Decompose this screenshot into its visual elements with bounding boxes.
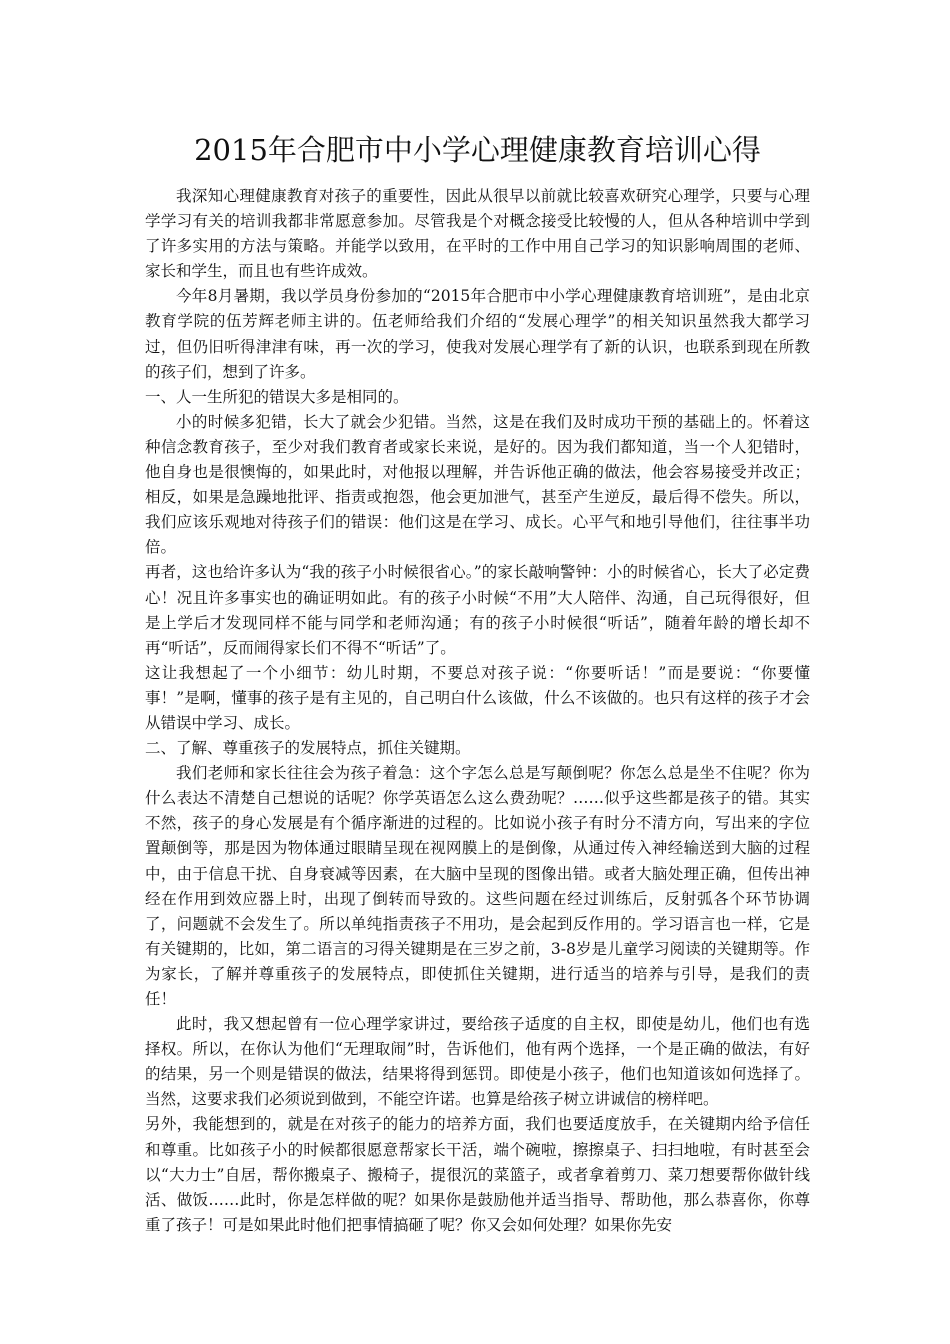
paragraph-line: 这让我想起了一个小细节：幼儿时期，不要总对孩子说：“你要听话！”而是要说：“你要懂事！”是啊，懂事的孩子是有主见的，自己明白什么该做，什么不该做的。也只有这样的孩子才会从错误中学习、成长。 [145,663,810,732]
paragraph-line: 二、了解、尊重孩子的发展特点，抓住关键期。 [145,739,471,758]
body-paragraph: 我们老师和家长往往会为孩子着急：这个字怎么总是写颠倒呢？你怎么总是坐不住呢？你为什么表达不清楚自己想说的话呢？你学英语怎么这么费劲呢？……似乎这些都是孩子的错。其实不然，孩子的身心发展是有个循序渐进的过程的。比如说小孩子有时分不清方向，写出来的字位置颠倒等，那是因为物体通过眼睛呈现在视网膜上的是倒像，从通过传入神经输送到大脑的过程中，由于信息干扰、自身衰减等因素，在大脑中呈现的图像出错。或者大脑处理正确，但传出神经在作用到效应器上时，出现了倒转而导致的。这些问题在经过训练后，反射弧各个环节协调了，问题就不会发生了。所以单纯指责孩子不用功，是会起到反作用的。学习语言也一样，它是有关键期的，比如，第二语言的习得关键期是在三岁之前，3-8岁是儿童学习阅读的关键期等。作为家长，了解并尊重孩子的发展特点，即使抓住关键期，进行适当的培养与引导，是我们的责任！ [145,764,810,1008]
body-paragraph: 我深知心理健康教育对孩子的重要性，因此从很早以前就比较喜欢研究心理学，只要与心理学学习有关的培训我都非常愿意参加。尽管我是个对概念接受比较慢的人，但从各种培训中学到了许多实用的方法与策略。并能学以致用，在平时的工作中用自己学习的知识影响周围的老师、家长和学生，而且也有些许成效。 [145,187,810,281]
paragraph-line: 一、人一生所犯的错误大多是相同的。 [145,387,409,406]
page-title: 2015年合肥市中小学心理健康教育培训心得 [194,133,761,167]
body-paragraph: 此时，我又想起曾有一位心理学家讲过，要给孩子适度的自主权，即使是幼儿，他们也有选择权。所以，在你认为他们“无理取闹”时，告诉他们，他有两个选择，一个是正确的做法，有好的结果，另一个则是错误的做法，结果将得到惩罚。即使是小孩子，他们也知道该如何选择了。当然，这要求我们必须说到做到，不能空许诺。也算是给孩子树立讲诚信的榜样吧。 [145,1015,810,1109]
body-paragraph: 小的时候多犯错，长大了就会少犯错。当然，这是在我们及时成功干预的基础上的。怀着这种信念教育孩子，至少对我们教育者或家长来说，是好的。因为我们都知道，当一个人犯错时，他自身也是很懊悔的，如果此时，对他报以理解，并告诉他正确的做法，他会容易接受并改正；相反，如果是急躁地批评、指责或抱怨，他会更加泄气，甚至产生逆反，最后得不偿失。所以，我们应该乐观地对待孩子们的错误：他们这是在学习、成长。心平气和地引导他们，往往事半功倍。 [145,412,810,557]
body-paragraph: 今年8月暑期，我以学员身份参加的“2015年合肥市中小学心理健康教育培训班”，是由北京教育学院的伍芳辉老师主讲的。伍老师给我们介绍的“发展心理学”的相关知识虽然我大都学习过，但仍旧听得津津有味，再一次的学习，使我对发展心理学有了新的认识，也联系到现在所教的孩子们，想到了许多。 [145,287,810,381]
document-body [145,128,810,1238]
paragraph-line: 再者，这也给许多认为“我的孩子小时候很省心。”的家长敲响警钟：小的时候省心，长大了必定费心！况且许多事实也的确证明如此。有的孩子小时候“不用”大人陪伴、沟通，自己玩得很好，但是上学后才发现同样不能与同学和老师沟通；有的孩子小时候很“听话”，随着年龄的增长却不再“听话”，反而闹得家长们不得不“听话”了。 [145,563,810,657]
paragraph-list [145,184,810,1238]
paragraph-line: 另外，我能想到的，就是在对孩子的能力的培养方面，我们也要适度放手，在关键期内给予信任和尊重。比如孩子小的时候都很愿意帮家长干活，端个碗啦，擦擦桌子、扫扫地啦，有时甚至会以“大力士”自居，帮你搬桌子、搬椅子，提很沉的菜篮子，或者拿着剪刀、菜刀想要帮你做针线活、做饭……此时，你是怎样做的呢？如果你是鼓励他并适当指导、帮助他，那么恭喜你，你尊重了孩子！可是如果此时他们把事情搞砸了呢？你又会如何处理？如果你先安 [145,1115,810,1234]
